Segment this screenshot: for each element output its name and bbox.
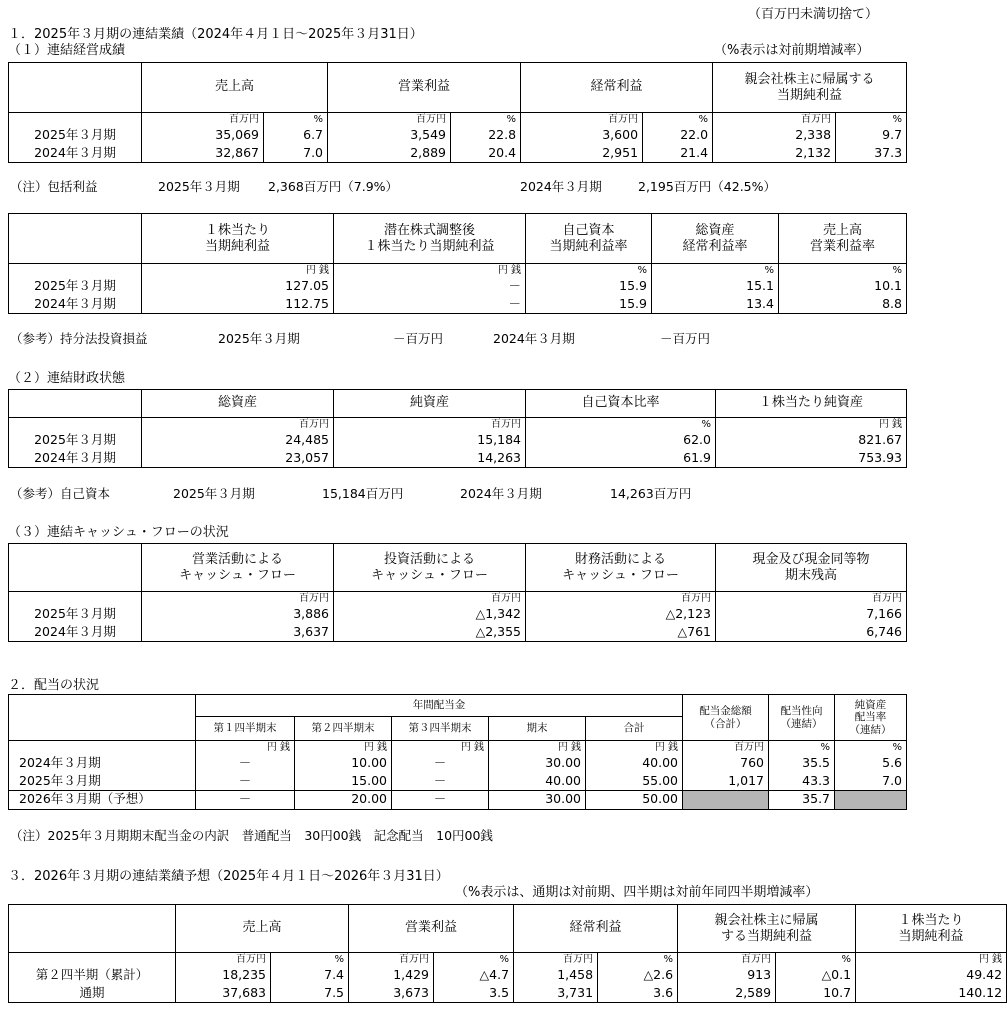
note-value: 2,195百万円（42.5%） <box>638 179 776 194</box>
value-cell: 35.5 <box>769 754 835 772</box>
unit-cell: 百万円 <box>176 953 271 967</box>
corner-cell <box>9 695 196 741</box>
unit-cell: 円 銭 <box>586 741 683 755</box>
per-share-ratios-table <box>8 213 907 314</box>
col-header: 親会社株主に帰属する 当期純利益 <box>713 63 907 113</box>
value-cell: 7.4 <box>271 966 349 984</box>
unit-cell: 円 銭 <box>856 953 1007 967</box>
unit-cell: 百万円 <box>526 592 716 606</box>
col-header: 第１四半期末 <box>196 717 295 741</box>
col-header: １株当たり 当期純利益 <box>142 214 334 264</box>
col-header: 第２四半期末 <box>295 717 392 741</box>
unit-cell: 円 銭 <box>334 264 526 278</box>
note-period: 2024年３月期 <box>460 486 542 501</box>
value-cell: 3,886 <box>142 605 334 623</box>
label-cell <box>9 264 142 278</box>
note-period: 2025年３月期 <box>158 179 240 194</box>
row-label: 通期 <box>9 984 176 1002</box>
value-cell: 23,057 <box>142 449 334 467</box>
col-header: 財務活動による キャッシュ・フロー <box>526 544 716 592</box>
value-cell: 5.6 <box>835 754 907 772</box>
row-label: 2024年３月期 <box>9 754 196 772</box>
unit-cell: % <box>652 264 779 278</box>
forecast-table <box>8 904 1007 1003</box>
note-period: 2024年３月期 <box>520 179 602 194</box>
unit-cell: 百万円 <box>683 741 769 755</box>
unit-cell: % <box>271 953 349 967</box>
row-label: 第２四半期（累計） <box>9 966 176 984</box>
col-header: 配当性向 （連結） <box>769 695 835 741</box>
value-cell: 18,235 <box>176 966 271 984</box>
value-cell: 2,889 <box>328 144 451 162</box>
value-cell: 7.0 <box>264 144 328 162</box>
corner-cell <box>9 544 142 592</box>
note-comprehensive-income-label: （注）包括利益 <box>10 179 98 194</box>
col-header: 自己資本比率 <box>526 390 716 418</box>
unit-cell: 百万円 <box>142 592 334 606</box>
unit-note: （百万円未満切捨て） <box>748 7 879 22</box>
value-cell: 6.7 <box>264 126 328 144</box>
unit-cell: 円 銭 <box>489 741 586 755</box>
col-header: 営業利益 <box>349 905 514 953</box>
value-cell: － <box>392 790 489 809</box>
value-cell: 14,263 <box>334 449 526 467</box>
unit-cell: % <box>643 113 713 127</box>
note-period: 2025年３月期 <box>173 486 255 501</box>
value-cell: △1,342 <box>334 605 526 623</box>
shaded-cell <box>683 790 769 809</box>
unit-cell: % <box>526 264 652 278</box>
value-cell: － <box>196 754 295 772</box>
value-cell: 35,069 <box>142 126 264 144</box>
value-cell: － <box>392 772 489 790</box>
value-cell: 15.00 <box>295 772 392 790</box>
note-value: 14,263百万円 <box>610 486 692 501</box>
value-cell: 50.00 <box>586 790 683 809</box>
label-cell <box>9 592 142 606</box>
col-header: 配当金総額 （合計） <box>683 695 769 741</box>
row-label: 2024年３月期 <box>9 144 142 162</box>
value-cell: 3,600 <box>521 126 643 144</box>
value-cell: － <box>334 277 526 295</box>
unit-cell: % <box>264 113 328 127</box>
col-header: １株当たり純資産 <box>716 390 907 418</box>
row-label: 2024年３月期 <box>9 623 142 641</box>
value-cell: △4.7 <box>434 966 514 984</box>
value-cell: 3,637 <box>142 623 334 641</box>
label-cell <box>9 953 176 967</box>
value-cell: △2,355 <box>334 623 526 641</box>
dividend-breakdown-note: （注）2025年３月期期末配当金の内訳 普通配当 30円00銭 記念配当 10円00銭 <box>10 828 493 843</box>
unit-cell: 百万円 <box>142 113 264 127</box>
value-cell: 1,458 <box>514 966 598 984</box>
value-cell: 913 <box>678 966 776 984</box>
value-cell: 22.0 <box>643 126 713 144</box>
financial-position-table <box>8 389 907 468</box>
subsection-operating-results: （１）連結経営成績 <box>8 43 126 58</box>
value-cell: 6,746 <box>716 623 907 641</box>
value-cell: 30.00 <box>489 754 586 772</box>
value-cell: 15.1 <box>652 277 779 295</box>
value-cell: 1,429 <box>349 966 434 984</box>
unit-cell: % <box>434 953 514 967</box>
unit-cell: % <box>835 741 907 755</box>
col-header: 現金及び現金同等物 期末残高 <box>716 544 907 592</box>
row-label: 2026年３月期（予想） <box>9 790 196 809</box>
col-header: 期末 <box>489 717 586 741</box>
value-cell: 112.75 <box>142 295 334 313</box>
unit-cell: % <box>769 741 835 755</box>
unit-cell: 円 銭 <box>196 741 295 755</box>
value-cell: 127.05 <box>142 277 334 295</box>
unit-cell: 百万円 <box>334 592 526 606</box>
unit-cell: % <box>526 418 716 432</box>
value-cell: 140.12 <box>856 984 1007 1002</box>
value-cell: △2,123 <box>526 605 716 623</box>
value-cell: 3,673 <box>349 984 434 1002</box>
value-cell: 43.3 <box>769 772 835 790</box>
col-header: 売上高 <box>142 63 328 113</box>
note-value: 2,368百万円（7.9%） <box>268 179 399 194</box>
label-cell <box>9 741 196 755</box>
value-cell: 62.0 <box>526 431 716 449</box>
value-cell: 15.9 <box>526 277 652 295</box>
label-cell <box>9 113 142 127</box>
unit-cell: 百万円 <box>349 953 434 967</box>
col-header: 経常利益 <box>521 63 713 113</box>
unit-cell: 百万円 <box>334 418 526 432</box>
col-header: 親会社株主に帰属 する当期純利益 <box>678 905 856 953</box>
value-cell: 40.00 <box>586 754 683 772</box>
section2-title: ２．配当の状況 <box>8 678 100 693</box>
unit-cell: 百万円 <box>678 953 776 967</box>
value-cell: 2,132 <box>713 144 836 162</box>
value-cell: 13.4 <box>652 295 779 313</box>
value-cell: 2,951 <box>521 144 643 162</box>
operating-results-table <box>8 62 907 163</box>
corner-cell <box>9 905 176 953</box>
value-cell: 35.7 <box>769 790 835 809</box>
value-cell: 3,549 <box>328 126 451 144</box>
value-cell: 2,338 <box>713 126 836 144</box>
unit-cell: 百万円 <box>716 592 907 606</box>
value-cell: 20.4 <box>451 144 521 162</box>
col-header: 第３四半期末 <box>392 717 489 741</box>
col-header: 経常利益 <box>514 905 678 953</box>
row-label: 2025年３月期 <box>9 431 142 449</box>
shaded-cell <box>835 790 907 809</box>
col-header: 潜在株式調整後 １株当たり当期純利益 <box>334 214 526 264</box>
col-header: 売上高 <box>176 905 349 953</box>
unit-cell: 百万円 <box>521 113 643 127</box>
unit-cell: 百万円 <box>713 113 836 127</box>
value-cell: 10.1 <box>779 277 907 295</box>
value-cell: － <box>392 754 489 772</box>
unit-cell: 円 銭 <box>295 741 392 755</box>
value-cell: 22.8 <box>451 126 521 144</box>
value-cell: 3,731 <box>514 984 598 1002</box>
annual-dividend-header: 年間配当金 <box>196 695 683 717</box>
row-label: 2024年３月期 <box>9 449 142 467</box>
value-cell: 9.7 <box>836 126 907 144</box>
row-label: 2025年３月期 <box>9 277 142 295</box>
col-header: 総資産 <box>142 390 334 418</box>
unit-cell: % <box>836 113 907 127</box>
value-cell: 49.42 <box>856 966 1007 984</box>
pct-note-forecast: （%表示は、通期は対前期、四半期は対前年同四半期増減率） <box>455 885 819 900</box>
value-cell: 7.5 <box>271 984 349 1002</box>
value-cell: 24,485 <box>142 431 334 449</box>
value-cell: 15,184 <box>334 431 526 449</box>
value-cell: △761 <box>526 623 716 641</box>
value-cell: 1,017 <box>683 772 769 790</box>
note-value: 15,184百万円 <box>322 486 404 501</box>
value-cell: 7.0 <box>835 772 907 790</box>
unit-cell: 百万円 <box>142 418 334 432</box>
col-header: 純資産 配当率 （連結） <box>835 695 907 741</box>
unit-cell: % <box>776 953 856 967</box>
value-cell: △2.6 <box>598 966 678 984</box>
col-header: 営業利益 <box>328 63 521 113</box>
subsection-financial-position: （２）連結財政状態 <box>8 371 126 386</box>
corner-cell <box>9 390 142 418</box>
row-label: 2025年３月期 <box>9 772 196 790</box>
value-cell: 32,867 <box>142 144 264 162</box>
value-cell: 37,683 <box>176 984 271 1002</box>
value-cell: 55.00 <box>586 772 683 790</box>
value-cell: 821.67 <box>716 431 907 449</box>
value-cell: 30.00 <box>489 790 586 809</box>
value-cell: 3.6 <box>598 984 678 1002</box>
value-cell: 7,166 <box>716 605 907 623</box>
note-equity-method-label: （参考）持分法投資損益 <box>10 331 148 346</box>
unit-cell: 円 銭 <box>716 418 907 432</box>
col-header: １株当たり 当期純利益 <box>856 905 1007 953</box>
value-cell: 21.4 <box>643 144 713 162</box>
unit-cell: % <box>451 113 521 127</box>
subsection-cash-flows: （３）連結キャッシュ・フローの状況 <box>8 525 229 540</box>
col-header: 合計 <box>586 717 683 741</box>
row-label: 2025年３月期 <box>9 126 142 144</box>
col-header: 自己資本 当期純利益率 <box>526 214 652 264</box>
note-value: －百万円 <box>393 331 444 346</box>
section1-title: １．2025年３月期の連結業績（2024年４月１日～2025年３月31日） <box>8 27 423 42</box>
col-header: 総資産 経常利益率 <box>652 214 779 264</box>
unit-cell: 百万円 <box>514 953 598 967</box>
row-label: 2025年３月期 <box>9 605 142 623</box>
value-cell: 10.00 <box>295 754 392 772</box>
value-cell: 37.3 <box>836 144 907 162</box>
value-cell: 753.93 <box>716 449 907 467</box>
unit-cell: 百万円 <box>328 113 451 127</box>
section3-title: ３．2026年３月期の連結業績予想（2025年４月１日～2026年３月31日） <box>8 869 449 884</box>
dividends-table <box>8 694 907 810</box>
corner-cell <box>9 63 142 113</box>
label-cell <box>9 418 142 432</box>
value-cell: － <box>196 790 295 809</box>
value-cell: 760 <box>683 754 769 772</box>
value-cell: － <box>334 295 526 313</box>
value-cell: 40.00 <box>489 772 586 790</box>
col-header: 純資産 <box>334 390 526 418</box>
note-equity-label: （参考）自己資本 <box>10 486 111 501</box>
unit-cell: % <box>779 264 907 278</box>
note-period: 2025年３月期 <box>218 331 300 346</box>
value-cell: 3.5 <box>434 984 514 1002</box>
row-label: 2024年３月期 <box>9 295 142 313</box>
col-header: 営業活動による キャッシュ・フロー <box>142 544 334 592</box>
unit-cell: 円 銭 <box>142 264 334 278</box>
value-cell: 20.00 <box>295 790 392 809</box>
value-cell: － <box>196 772 295 790</box>
value-cell: 61.9 <box>526 449 716 467</box>
unit-cell: 円 銭 <box>392 741 489 755</box>
corner-cell <box>9 214 142 264</box>
note-value: －百万円 <box>660 331 711 346</box>
pct-note: （%表示は対前期増減率） <box>714 43 870 58</box>
cash-flow-table <box>8 543 907 642</box>
value-cell: △0.1 <box>776 966 856 984</box>
value-cell: 8.8 <box>779 295 907 313</box>
note-period: 2024年３月期 <box>493 331 575 346</box>
value-cell: 2,589 <box>678 984 776 1002</box>
col-header: 投資活動による キャッシュ・フロー <box>334 544 526 592</box>
col-header: 売上高 営業利益率 <box>779 214 907 264</box>
unit-cell: % <box>598 953 678 967</box>
value-cell: 10.7 <box>776 984 856 1002</box>
value-cell: 15.9 <box>526 295 652 313</box>
